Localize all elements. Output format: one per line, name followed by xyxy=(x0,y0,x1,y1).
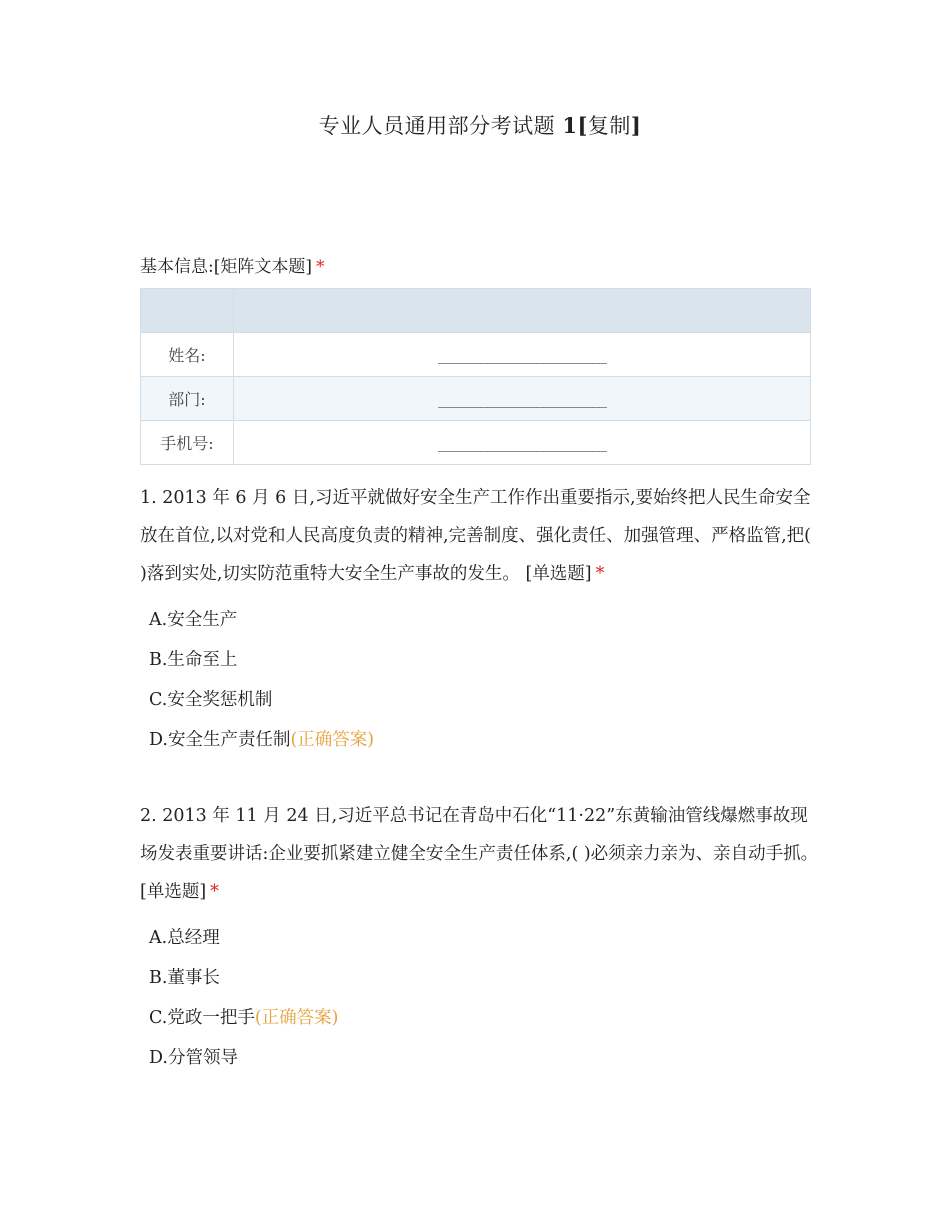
title-number: 1[ xyxy=(562,113,588,138)
title-main: 专业人员通用部分考试题 xyxy=(318,114,563,138)
matrix-row-label: 手机号: xyxy=(141,421,234,465)
matrix-header-cell xyxy=(234,289,811,333)
option-b[interactable] xyxy=(149,958,339,998)
option-text: D.分管领导 xyxy=(149,1048,238,1068)
matrix-row-phone xyxy=(141,421,811,465)
option-text: D.安全生产责任制 xyxy=(149,730,291,750)
question-text: 1. 2013 年 6 月 6 日,习近平就做好安全生产工作作出重要指示,要始终把人民生命安全放在首位,以对党和人民高度负责的精神,完善制度、强化责任、加强管理、严格监管,把( )落到实处,切实防范重特大安全生产事故的发生。 [单选题] xyxy=(140,488,812,584)
department-field[interactable]: ________________________ xyxy=(234,377,811,421)
option-text: B.董事长 xyxy=(149,968,220,988)
option-c[interactable] xyxy=(149,680,374,720)
title-suffix: 复制 xyxy=(587,114,631,138)
basic-info-matrix xyxy=(140,288,811,465)
option-text: A.总经理 xyxy=(149,928,220,948)
matrix-row-label: 部门: xyxy=(141,377,234,421)
option-a[interactable] xyxy=(149,918,339,958)
question-2 xyxy=(140,797,820,911)
option-text: A.安全生产 xyxy=(149,610,238,630)
matrix-row-department xyxy=(141,377,811,421)
name-field[interactable]: ________________________ xyxy=(234,333,811,377)
required-mark: * xyxy=(210,882,219,902)
correct-answer-tag: (正确答案) xyxy=(290,730,375,750)
option-d[interactable] xyxy=(149,720,374,760)
option-b[interactable] xyxy=(149,640,374,680)
matrix-header-cell xyxy=(141,289,234,333)
option-text: B.生命至上 xyxy=(149,650,238,670)
basic-info-text: 基本信息:[矩阵文本题] xyxy=(140,257,312,277)
matrix-row-label: 姓名: xyxy=(141,333,234,377)
question-1-options xyxy=(149,600,374,760)
option-text: C.安全奖惩机制 xyxy=(149,690,273,710)
question-2-options xyxy=(149,918,339,1078)
question-text: 2. 2013 年 11 月 24 日,习近平总书记在青岛中石化“11·22”东黄输油管线爆燃事故现场发表重要讲话:企业要抓紧建立健全安全生产责任体系,( )必须亲力亲为、亲自动手抓。 [单选题] xyxy=(140,806,819,902)
option-text: C.党政一把手 xyxy=(149,1008,255,1028)
required-mark: * xyxy=(316,257,325,277)
correct-answer-tag: (正确答案) xyxy=(254,1008,339,1028)
question-1 xyxy=(140,479,820,593)
title-close: ] xyxy=(630,113,642,138)
matrix-row-name xyxy=(141,333,811,377)
phone-field[interactable]: ________________________ xyxy=(234,421,811,465)
option-c[interactable] xyxy=(149,998,339,1038)
option-a[interactable] xyxy=(149,600,374,640)
basic-info-label xyxy=(140,252,325,277)
matrix-header-row xyxy=(141,289,811,333)
page-title xyxy=(0,110,950,140)
required-mark: * xyxy=(595,564,605,584)
option-d[interactable] xyxy=(149,1038,339,1078)
